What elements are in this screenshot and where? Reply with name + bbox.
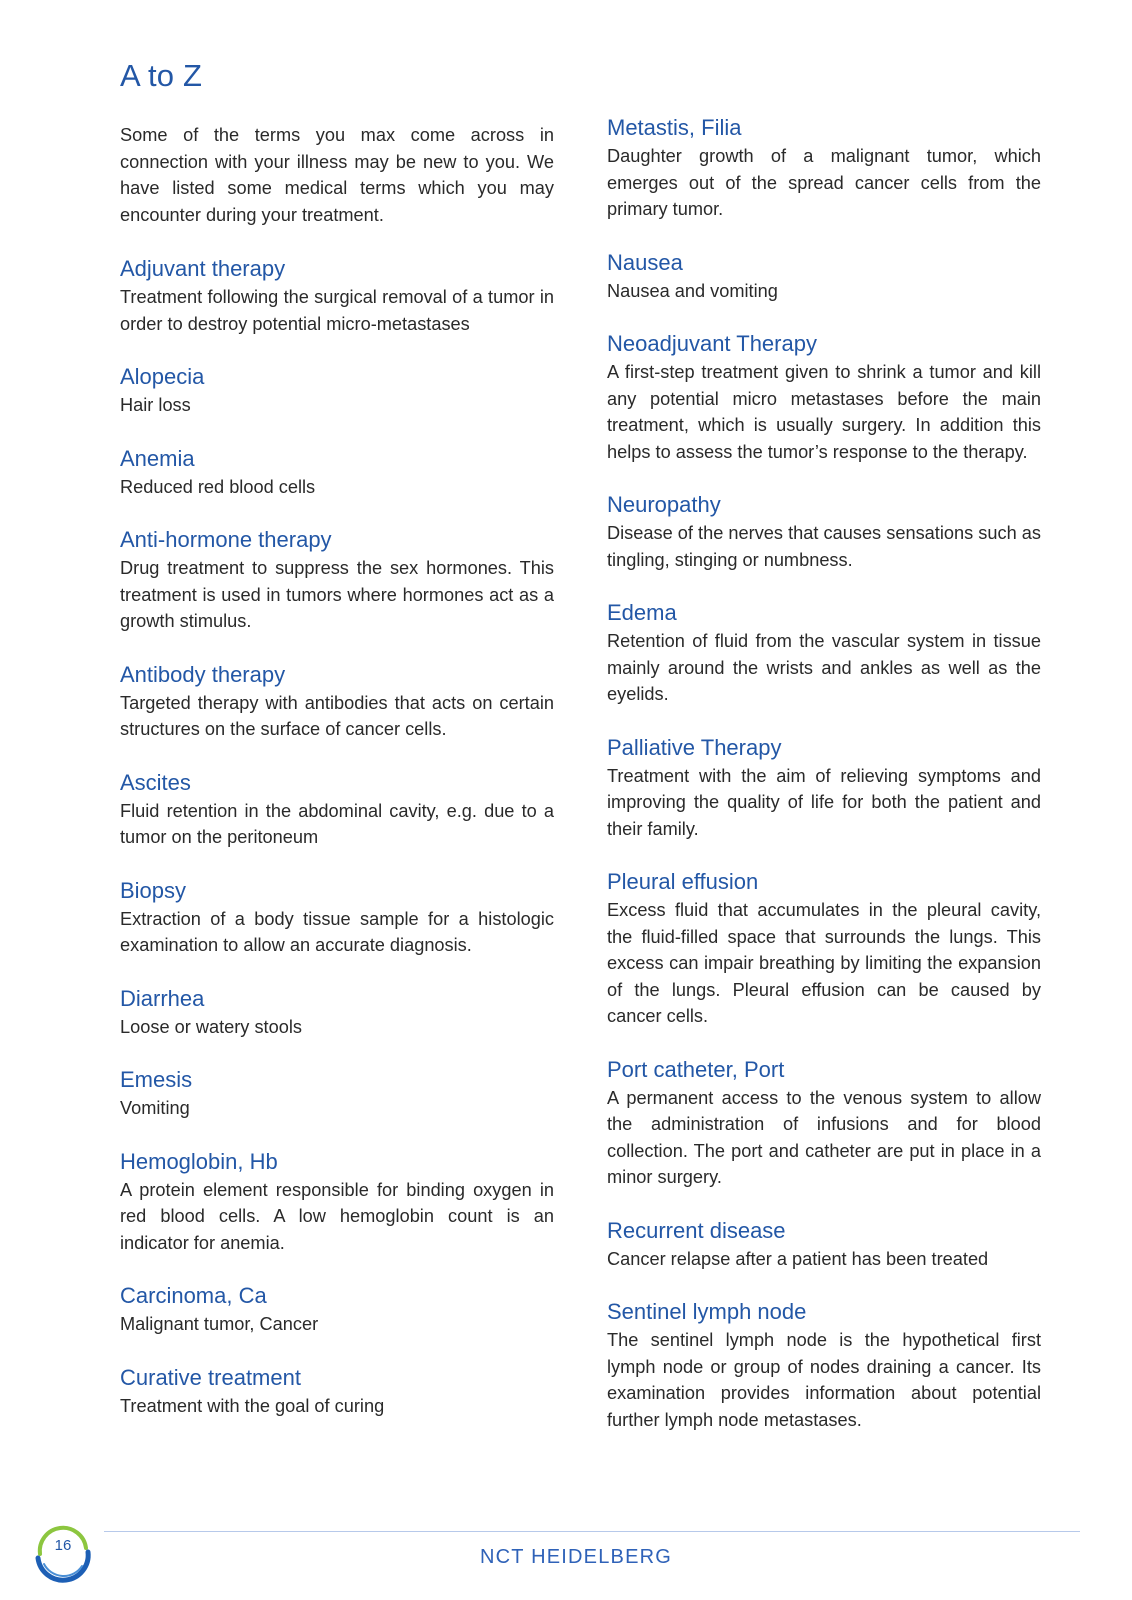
glossary-definition: Treatment with the goal of curing <box>120 1395 385 1416</box>
glossary-entry <box>607 490 1041 573</box>
glossary-entry <box>120 660 554 743</box>
glossary-entry <box>607 1297 1041 1433</box>
right-column <box>607 113 1041 1458</box>
glossary-definition: Drug treatment to suppress the sex hormones. This treatment is used in tumors where hormones act as a growth stimulus. <box>120 558 554 631</box>
glossary-term: Recurrent disease <box>607 1217 786 1243</box>
glossary-term: Diarrhea <box>120 985 205 1011</box>
glossary-entry <box>607 1216 1041 1273</box>
page-number: 16 <box>54 1537 72 1554</box>
glossary-definition: A first-step treatment given to shrink a tumor and kill any potential micro metastases before the main treatment, which is usually surgery. In addition this helps to assess the tumor’s response to the therapy. <box>607 362 1041 462</box>
glossary-definition: Hair loss <box>120 395 191 415</box>
glossary-entry <box>120 254 554 337</box>
glossary-term: Adjuvant therapy <box>120 256 286 281</box>
glossary-term: Pleural effusion <box>607 869 759 894</box>
glossary-term: Hemoglobin, Hb <box>120 1148 278 1174</box>
footer-divider <box>104 1531 1080 1532</box>
glossary-term: Anti-hormone therapy <box>120 527 332 552</box>
glossary-entry <box>120 768 554 851</box>
glossary-entry <box>120 1363 554 1420</box>
glossary-term: Carcinoma, Ca <box>120 1283 267 1308</box>
glossary-term: Curative treatment <box>120 1364 301 1390</box>
glossary-entry <box>607 1055 1041 1191</box>
glossary-term: Alopecia <box>120 364 205 389</box>
glossary-definition: Loose or watery stools <box>120 1016 302 1037</box>
glossary-definition: Cancer relapse after a patient has been treated <box>607 1248 989 1269</box>
glossary-term: Neoadjuvant Therapy <box>607 331 817 356</box>
glossary-term: Biopsy <box>120 877 187 903</box>
glossary-entry <box>120 1147 554 1257</box>
footer-brand: NCT HEIDELBERG <box>480 1546 673 1568</box>
glossary-definition: Disease of the nerves that causes sensations such as tingling, stinging or numbness. <box>607 523 1041 570</box>
glossary-term: Metastis, Filia <box>607 115 742 140</box>
intro-paragraph: Some of the terms you max come across in connection with your illness may be new to you. We have listed some medical terms which you may encounter during your treatment. <box>120 125 554 225</box>
glossary-entry <box>607 329 1041 465</box>
glossary-definition: Vomiting <box>120 1098 190 1118</box>
glossary-entry <box>120 362 554 419</box>
glossary-definition: Treatment with the aim of relieving symptoms and improving the quality of life for both the patient and their family. <box>607 765 1041 839</box>
glossary-term: Emesis <box>120 1067 193 1092</box>
glossary-term: Antibody therapy <box>120 661 286 687</box>
glossary-entry <box>607 867 1041 1030</box>
glossary-definition: Extraction of a body tissue sample for a histologic examination to allow an accurate diagnosis. <box>120 908 554 955</box>
glossary-term: Ascites <box>120 769 191 795</box>
glossary-entry <box>120 1281 554 1338</box>
left-column <box>120 122 554 1444</box>
glossary-entry <box>607 598 1041 708</box>
glossary-entry <box>120 876 554 959</box>
glossary-term: Nausea <box>607 249 683 275</box>
glossary-term: Edema <box>607 600 677 625</box>
glossary-definition: Nausea and vomiting <box>607 280 778 301</box>
glossary-term: Anemia <box>120 445 195 471</box>
page-title: A to Z <box>120 58 203 93</box>
glossary-definition: Excess fluid that accumulates in the pleural cavity, the fluid-filled space that surrounds the lungs. This excess can impair breathing by limiting the expansion of the lungs. Pleural effusion can be caused by cancer cells. <box>607 900 1041 1026</box>
glossary-definition: A protein element responsible for binding oxygen in red blood cells. A low hemoglobin count is an indicator for anemia. <box>120 1179 554 1253</box>
glossary-entry <box>607 248 1041 305</box>
glossary-term: Sentinel lymph node <box>607 1299 807 1324</box>
glossary-entry <box>120 984 554 1041</box>
glossary-definition: Reduced red blood cells <box>120 476 316 497</box>
glossary-definition: Fluid retention in the abdominal cavity, e.g. due to a tumor on the peritoneum <box>120 800 554 847</box>
glossary-definition: Retention of fluid from the vascular system in tissue mainly around the wrists and ankles as well as the eyelids. <box>607 631 1041 704</box>
glossary-definition: A permanent access to the venous system to allow the administration of infusions and for blood collection. The port and catheter are put in place in a minor surgery. <box>607 1087 1041 1187</box>
glossary-definition: Malignant tumor, Cancer <box>120 1314 319 1334</box>
glossary-entry <box>607 733 1041 843</box>
glossary-term: Neuropathy <box>607 492 721 517</box>
glossary-entry <box>120 525 554 635</box>
glossary-entry <box>120 1065 554 1122</box>
glossary-term: Palliative Therapy <box>607 734 782 760</box>
glossary-definition: Targeted therapy with antibodies that acts on certain structures on the surface of cancer cells. <box>120 692 554 739</box>
glossary-definition: Treatment following the surgical removal of a tumor in order to destroy potential micro-metastases <box>120 287 554 334</box>
glossary-term: Port catheter, Port <box>607 1056 785 1082</box>
glossary-entry <box>120 444 554 501</box>
glossary-definition: The sentinel lymph node is the hypothetical first lymph node or group of nodes draining a cancer. Its examination provides information about potential further lymph node metastases. <box>607 1330 1041 1430</box>
glossary-entry <box>607 113 1041 223</box>
glossary-definition: Daughter growth of a malignant tumor, which emerges out of the spread cancer cells from the primary tumor. <box>607 146 1041 219</box>
